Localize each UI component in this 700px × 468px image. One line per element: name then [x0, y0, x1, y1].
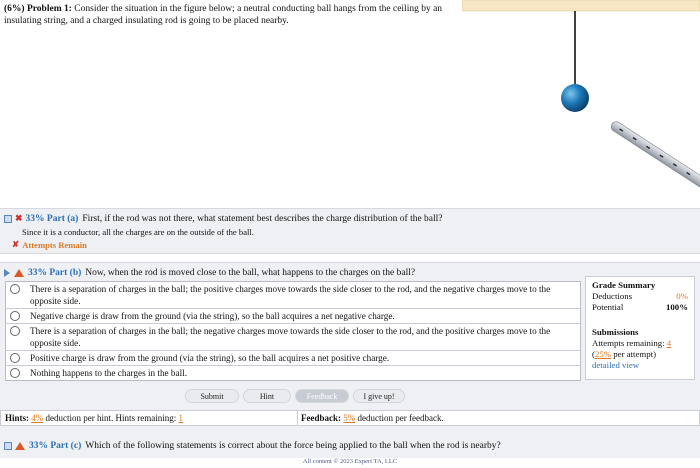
hint-deduction: 4%	[31, 413, 44, 423]
incorrect-icon: ✖	[15, 213, 23, 223]
warning-icon	[14, 269, 24, 277]
part-b-label[interactable]: 33% Part (b)	[28, 267, 82, 278]
potential-row: Potential 100%	[592, 302, 688, 312]
part-c-label[interactable]: 33% Part (c)	[29, 440, 82, 451]
submissions-title: Submissions	[592, 327, 639, 337]
choice-2[interactable]: Negative charge is draw from the ground (via the string), so the ball acquires a net negative charge.	[6, 309, 580, 324]
radio-button[interactable]	[10, 368, 20, 378]
play-icon[interactable]	[4, 269, 10, 277]
part-a-answer: Since it is a conductor, all the charges are on the outside of the ball.	[22, 227, 254, 237]
part-c-header	[4, 439, 501, 452]
radio-button[interactable]	[10, 311, 20, 321]
warning-icon	[15, 442, 25, 450]
part-a-question: First, if the rod was not there, what statement best describes the charge distribution of the ball?	[82, 213, 443, 224]
answer-choices	[5, 281, 581, 381]
choice-3[interactable]: There is a separation of charges in the ball; the negative charges move towards the side closer to the rod, and the positive charges move to the opposite side.	[6, 324, 580, 351]
feedback-button[interactable]: Feedback	[295, 389, 349, 403]
per-attempt: (25% per attempt)	[592, 349, 657, 359]
part-a-section	[0, 208, 700, 254]
potential-value: 100%	[666, 302, 688, 312]
part-c-section	[0, 434, 700, 458]
problem-figure	[462, 0, 700, 205]
conducting-ball	[561, 84, 589, 112]
attempts-value: 4	[666, 338, 672, 348]
detailed-view-link[interactable]: detailed view	[592, 360, 640, 370]
submit-button[interactable]: Submit	[185, 389, 239, 403]
charged-rod	[609, 120, 700, 194]
part-a-header	[4, 212, 443, 225]
hints-info: Hints: 4% deduction per hint. Hints remaining: 1	[5, 413, 183, 423]
radio-button[interactable]	[10, 284, 20, 294]
deductions-value: 0%	[676, 291, 688, 301]
divider	[297, 411, 298, 425]
feedback-info: Feedback: 5% deduction per feedback.	[301, 413, 444, 423]
choice-1[interactable]: There is a separation of charges in the ball; the positive charges move towards the side closer to the rod, and the negative charges move to the opposite side.	[6, 282, 580, 309]
part-b-header	[4, 266, 415, 279]
feedback-deduction: 5%	[343, 413, 356, 423]
checkbox-icon[interactable]	[4, 215, 12, 223]
choice-4[interactable]: Positive charge is draw from the ground (via the string), so the ball acquires a net positive charge.	[6, 351, 580, 366]
part-c-question: Which of the following statements is correct about the force being applied to the ball when the rod is nearby?	[85, 440, 501, 451]
checkbox-icon[interactable]	[4, 442, 12, 450]
part-a-status	[12, 239, 87, 250]
copyright-footer: All content © 2023 Expert TA, LLC	[302, 458, 398, 465]
action-buttons	[185, 389, 425, 403]
ceiling	[462, 0, 700, 11]
radio-button[interactable]	[10, 326, 20, 336]
problem-body: Consider the situation in the figure below; a neutral conducting ball hangs from the ceiling by an insulating string, and a charged insulating rod is going to be placed nearby.	[4, 4, 443, 26]
radio-button[interactable]	[10, 353, 20, 363]
attempts-remaining: Attempts remaining: 4	[592, 338, 672, 348]
grade-summary-panel	[585, 276, 695, 380]
choice-5[interactable]: Nothing happens to the charges in the ball.	[6, 366, 580, 380]
part-a-label[interactable]: 33% Part (a)	[25, 213, 79, 224]
grade-summary-title: Grade Summary	[592, 280, 656, 290]
x-mark-icon: ✘	[12, 239, 20, 249]
problem-statement	[4, 3, 462, 27]
deductions-row: Deductions 0%	[592, 291, 688, 301]
part-b-question: Now, when the rod is moved close to the ball, what happens to the charges on the ball?	[85, 267, 416, 278]
problem-label: (6%) Problem 1:	[4, 4, 72, 14]
per-attempt-pct: 25%	[594, 349, 612, 359]
hints-feedback-bar	[0, 410, 700, 426]
hint-button[interactable]: Hint	[243, 389, 291, 403]
hints-remaining: 1	[178, 413, 183, 423]
attempts-remain-label: Attempts Remain	[22, 239, 87, 250]
give-up-button[interactable]: I give up!	[353, 389, 405, 403]
